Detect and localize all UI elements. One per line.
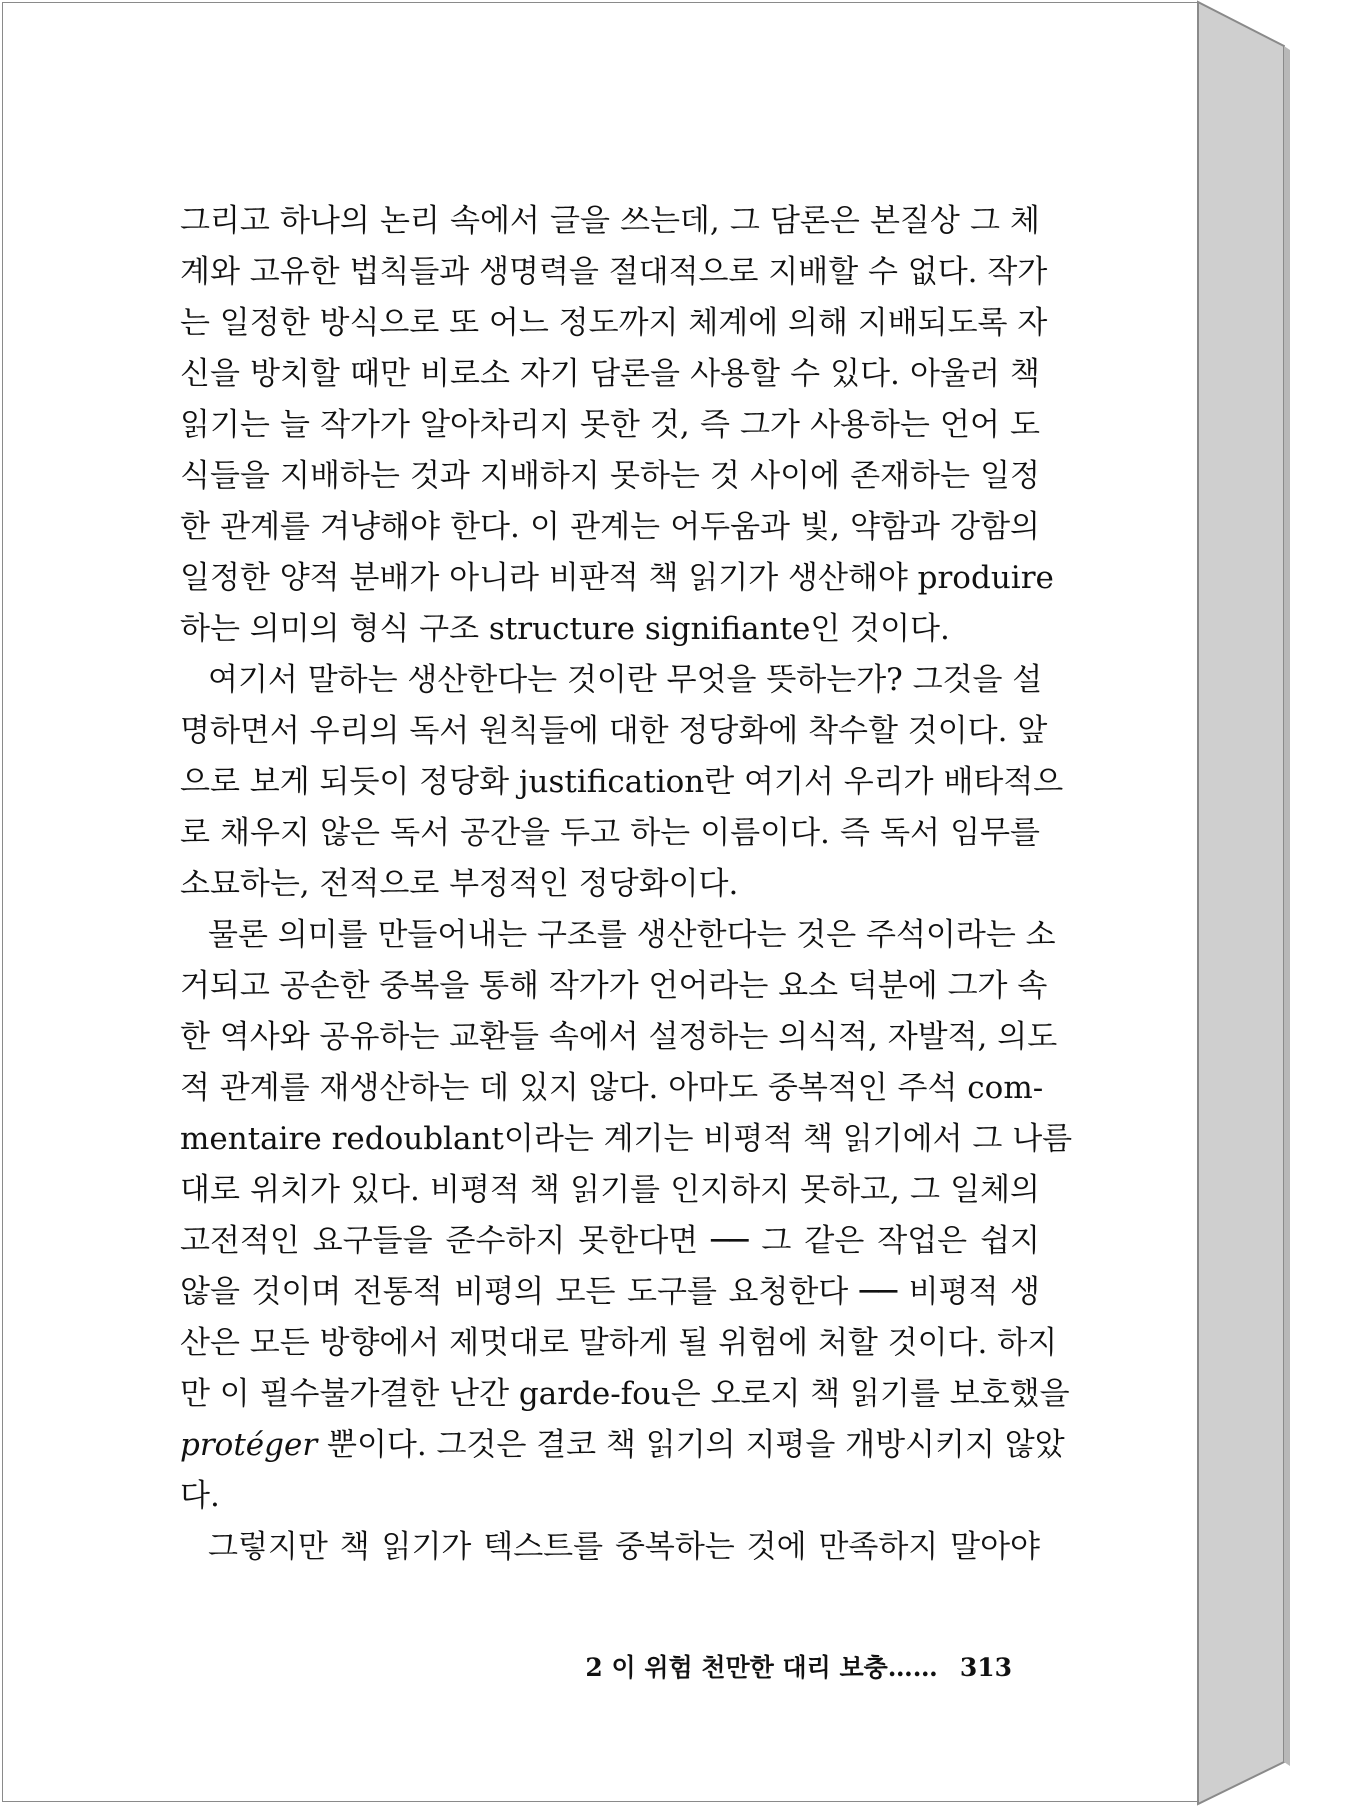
text-line: 적 관계를 재생산하는 데 있지 않다. 아마도 중복적인 주석 com-: [180, 1070, 1044, 1106]
text-line: 고전적인 요구들을 준수하지 못한다면 ── 그 같은 작업은 쉽지: [180, 1223, 1040, 1259]
text-line: 는 일정한 방식으로 또 어느 정도까지 체계에 의해 지배되도록 자: [180, 305, 1048, 341]
text-line: 소묘하는, 전적으로 부정적인 정당화이다.: [180, 866, 739, 902]
text-line: 명하면서 우리의 독서 원칙들에 대한 정당화에 착수할 것이다. 앞: [180, 713, 1048, 749]
page-footer: [180, 1648, 1012, 1684]
text-line: 로 채우지 않은 독서 공간을 두고 하는 이름이다. 즉 독서 임무를: [180, 815, 1040, 851]
text-line: 그렇지만 책 읽기가 텍스트를 중복하는 것에 만족하지 말아야: [208, 1529, 1040, 1565]
text-line: 산은 모든 방향에서 제멋대로 말하게 될 위험에 처할 것이다. 하지: [180, 1325, 1058, 1361]
text-line: 대로 위치가 있다. 비평적 책 읽기를 인지하지 못하고, 그 일체의: [180, 1172, 1040, 1208]
text-line-rest: 뿐이다. 그것은 결코 책 읽기의 지평을 개방시키지 않았: [327, 1427, 1065, 1463]
text-line: 읽기는 늘 작가가 알아차리지 못한 것, 즉 그가 사용하는 언어 도: [180, 407, 1040, 443]
text-line: [180, 1420, 1065, 1471]
text-line: 거되고 공손한 중복을 통해 작가가 언어라는 요소 덕분에 그가 속: [180, 968, 1048, 1004]
text-line: 않을 것이며 전통적 비평의 모든 도구를 요청한다 ── 비평적 생: [180, 1274, 1040, 1310]
text-line: 계와 고유한 법칙들과 생명력을 절대적으로 지배할 수 없다. 작가: [180, 254, 1048, 290]
page-body-text: [180, 196, 1073, 1573]
text-line: 한 역사와 공유하는 교환들 속에서 설정하는 의식적, 자발적, 의도: [180, 1019, 1058, 1055]
text-line: mentaire redoublant이라는 계기는 비평적 책 읽기에서 그 나름: [180, 1121, 1073, 1157]
text-line: 한 관계를 겨냥해야 한다. 이 관계는 어두움과 빛, 약함과 강함의: [180, 509, 1040, 545]
text-line: 물론 의미를 만들어내는 구조를 생산한다는 것은 주석이라는 소: [208, 917, 1056, 953]
text-line: 하는 의미의 형식 구조 structure signifiante인 것이다.: [180, 611, 950, 647]
running-title: 2 이 위험 천만한 대리 보충……: [585, 1653, 938, 1682]
text-line: 으로 보게 되듯이 정당화 justification란 여기서 우리가 배타적으: [180, 764, 1064, 800]
text-line: 만 이 필수불가결한 난간 garde-fou은 오로지 책 읽기를 보호했을: [180, 1376, 1070, 1412]
text-line: 다.: [180, 1478, 220, 1514]
page-number: 313: [959, 1653, 1012, 1682]
text-line: 신을 방치할 때만 비로소 자기 담론을 사용할 수 있다. 아울러 책: [180, 356, 1040, 392]
text-line: 여기서 말하는 생산한다는 것이란 무엇을 뜻하는가? 그것을 설: [208, 662, 1043, 698]
italic-term: protéger: [180, 1427, 318, 1463]
text-line: 일정한 양적 분배가 아니라 비판적 책 읽기가 생산해야 produire: [180, 560, 1054, 596]
text-line: 그리고 하나의 논리 속에서 글을 쓰는데, 그 담론은 본질상 그 체: [180, 203, 1040, 239]
text-line: 식들을 지배하는 것과 지배하지 못하는 것 사이에 존재하는 일정: [180, 458, 1040, 494]
